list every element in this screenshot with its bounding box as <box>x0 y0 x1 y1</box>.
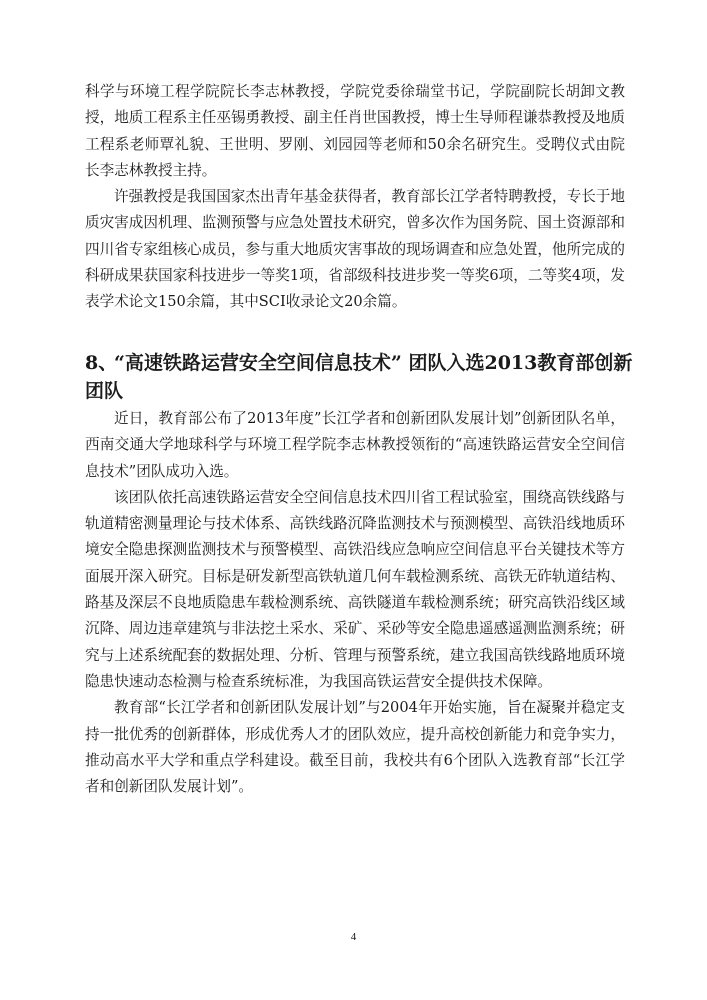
team-research-paragraph: 该团队依托高速铁路运营安全空间信息技术四川省工程试验室，围绕高铁线路与轨道精密测量理论与技术体系、高铁线路沉降监测技术与预测模型、高铁沿线地质环境安全隐患探测监测技术与预警模型、高铁沿线应急响应空间信息平台关键技术等方面展开深入研究。目标是研发新型高铁轨道几何车载检测系统、高铁无砟轨道结构、路基及深层不良地质隐患车载检测系统、高铁隧道车载检测系统；研究高铁沿线区域沉降、周边违章建筑与非法挖土采水、采矿、采砂等安全隐患遥感遥测监测系统；研究与上述系统配套的数据处理、分析、管理与预警系统，建立我国高铁线路地质环境隐患快速动态检测与检查系统标准，为我国高铁运营安全提供技术保障。 <box>85 488 625 690</box>
section-number: 8、 <box>85 352 118 374</box>
continuation-text <box>85 79 625 316</box>
section-title: “高速铁路运营安全空间信息技术” 团队入选2013教育部创新团队 <box>85 352 633 402</box>
program-background-paragraph: 教育部“长江学者和创新团队发展计划”与2004年开始实施，旨在凝聚并稳定支持一批优秀的创新群体，形成优秀人才的团队效应，提升高校创新能力和竞争实力，推动高水平大学和重点学科建设。截至目前，我校共有6个团队入选教育部“长江学者和创新团队发展计划”。 <box>85 699 625 796</box>
section-heading <box>85 349 645 405</box>
xu-qiang-bio-paragraph: 许强教授是我国国家杰出青年基金获得者，教育部长江学者特聘教授，专长于地质灾害成因机理、监测预警与应急处置技术研究，曾多次作为国务院、国土资源部和四川省专家组核心成员，参与重大地质灾害事故的现场调查和应急处置，他所完成的科研成果获国家科技进步一等奖1项，省部级科技进步奖一等奖6项，二等奖4项，发表学术论文150余篇，其中SCI收录论文20余篇。 <box>85 188 625 311</box>
page-number: 4 <box>350 931 357 943</box>
section-body <box>85 406 625 800</box>
announcement-paragraph: 近日，教育部公布了2013年度”长江学者和创新团队发展计划”创新团队名单，西南交通大学地球科学与环境工程学院李志林教授领衔的“高速铁路运营安全空间信息技术”团队成功入选。 <box>85 410 625 480</box>
continuation-paragraph: 科学与环境工程学院院长李志林教授，学院党委徐瑞堂书记，学院副院长胡卸文教授，地质工程系主任巫锡勇教授、副主任肖世国教授，博士生导师程谦恭教授及地质工程系老师覃礼貌、王世明、罗刚、刘园园等老师和50余名研究生。受聘仪式由院长李志林教授主持。 <box>85 83 625 179</box>
